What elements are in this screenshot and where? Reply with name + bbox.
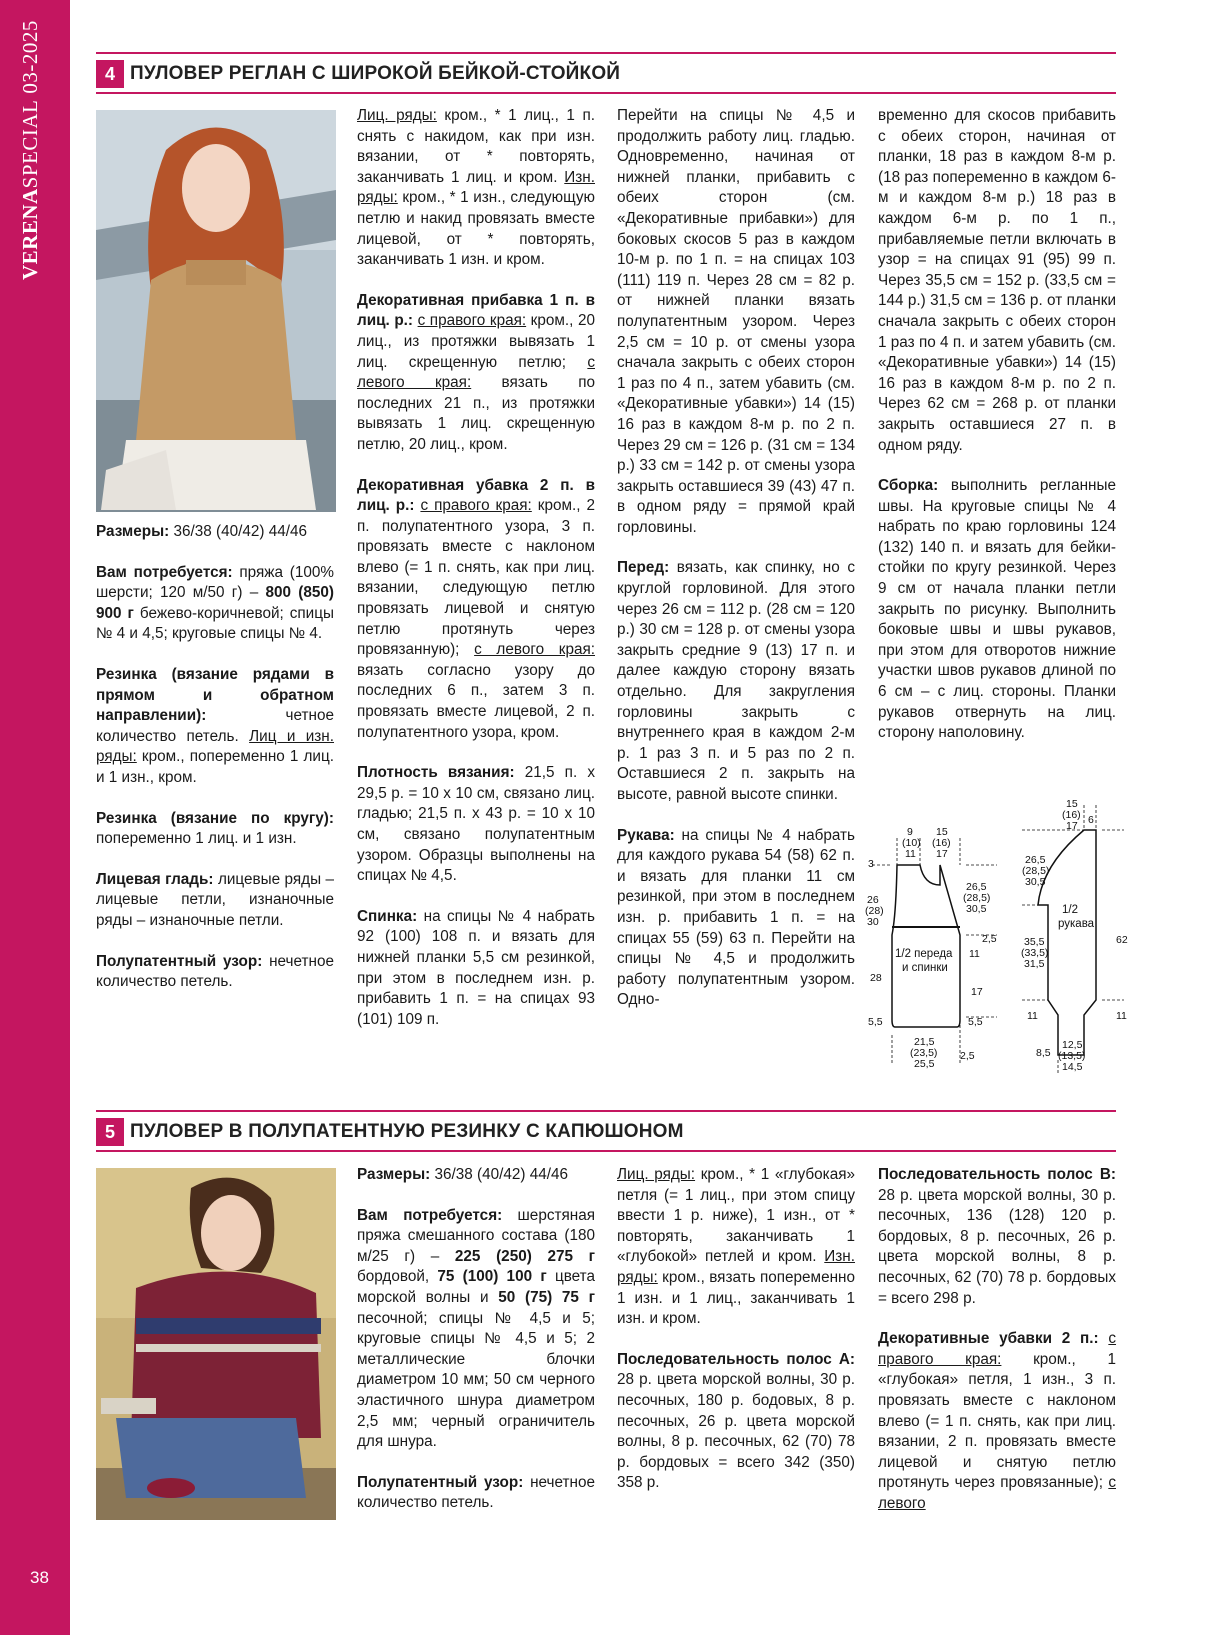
sidebar-band	[0, 0, 70, 1635]
dim-neck-depth: 3	[868, 858, 874, 870]
pattern-rows-paragraph	[357, 106, 595, 271]
pattern-schematic	[862, 795, 1132, 1080]
rib-rows-label: Резинка (вязание рядами в прямом и обратном направлении):	[96, 665, 334, 725]
sleeves-text: на спицы № 4 набрать для каждого рукава 54 (58) 62 п. и вязать для планки 11 см резинкой, при этом в последнем изн. р. прибавить 1 п. = на спицах 55 (59) 63 п. Перейти на спицы № 4,5 и продолжить работу полупатентным узором. Одно-	[617, 826, 855, 1009]
dim-lower-side: 17	[971, 986, 983, 998]
front-label: Перед:	[617, 559, 670, 577]
dim-hem-left: 5,5	[868, 1016, 883, 1028]
sleeve-top-cap: 6	[1088, 814, 1094, 826]
rib-rows-paragraph	[96, 665, 334, 789]
back-text: на спицы № 4 набрать 92 (100) 108 п. и вязать для нижней планки 5,5 см резинкой, при этом в последнем изн. р. прибавить 1 п. = на спицах 93 (101) 109 п.	[357, 907, 595, 1028]
body-label: 1/2 переда	[895, 948, 953, 960]
front-paragraph	[617, 558, 855, 805]
s4-column-3	[617, 106, 855, 1031]
sleeve-cuff-width: 8,5	[1036, 1047, 1051, 1059]
decrease-text: кром., 2 п. полупатентного узора, 3 п. провязать вместе с наклоном влево (= 1 п. снять, как при лиц. вязании, следующую петлю провязать лицевой и снятую петлю протянуть через провязанную);	[357, 497, 596, 659]
increase-text: кром., 20 лиц., из протяжки вывязать 1 лиц. скрещенную петлю;	[357, 312, 595, 371]
gauge-text: 21,5 п. х 29,5 р. = 10 х 10 см, связано лиц. гладью; 21,5 п. х 43 р. = 10 х 10 см, связано полупатентным узором. Образцы выполнены на спицах № 4,5.	[357, 764, 595, 885]
half-fisherman-paragraph	[96, 952, 334, 993]
rib-rows-text-2: кром., попеременно 1 лиц. и 1 изн., кром.	[96, 748, 334, 786]
dim-hem-right: 5,5	[968, 1016, 983, 1028]
back-label: Спинка:	[357, 907, 418, 925]
section-4-header	[96, 60, 620, 88]
half-fisherman-text: нечетное количество петель.	[96, 952, 334, 991]
increase-text-2: вязать по последних 21 п., из протяжки вывязать 1 лиц. скрещенную петлю, 20 лиц., кром.	[357, 374, 595, 453]
materials-text-3: цвета морской волны и	[357, 1268, 595, 1306]
half-fisherman-label: Полупатентный узор:	[96, 952, 263, 970]
section-5-header-rule	[96, 1150, 1116, 1152]
dim-shoulder: 15	[936, 826, 948, 838]
brand-name: VERENA	[18, 188, 42, 280]
sleeve-cuff-right: 11	[1116, 1010, 1127, 1022]
left-edge-label: с левого	[878, 1474, 1116, 1512]
stockinette-paragraph	[96, 870, 334, 932]
gauge-paragraph	[357, 763, 595, 887]
stripe-sequence-b-label: Последовательность полос В:	[878, 1166, 1116, 1183]
sleeve-top-width-l: 17	[1066, 820, 1078, 832]
page-number: 38	[30, 1568, 49, 1587]
decorative-increase-paragraph	[357, 291, 595, 456]
s4-column-2	[357, 106, 595, 1050]
sleeves-label: Рукава:	[617, 826, 675, 844]
materials-text: пряжа (100% шерсти; 120 м/50 г) –	[96, 563, 334, 602]
decorative-decrease-label: Декоративные убавки 2 п.:	[878, 1330, 1099, 1348]
section-number: 5	[96, 1118, 124, 1146]
sleeves-continued-paragraph: временно для скосов прибавить с обеих сторон, начиная от планки, 18 раз в каждом 8-м р. (18 раз попеременно в каждом 6-м и каждом 8-м р.) 18 раз в каждом 6-м р. по 1 п., прибавляемые петли включать в узор = на спицах 91 (95) 99 п. Через 35,5 см = 152 р. (33,5 см = 144 р.) 31,5 см = 136 р. от планки сначала закрыть с обеих сторон 1 раз по 4 п. и затем убавить (см. «Декоративные убавки») 14 (15) 16 раз в каждом 8-м р. по 2 п. Через 62 см = 268 р. от планки закрыть оставшиеся 27 п. в одном ряду.	[878, 107, 1116, 454]
section-number: 4	[96, 60, 124, 88]
dim-neck-width-m: (10)	[902, 837, 921, 849]
sleeve-top-width: 15	[1066, 798, 1078, 810]
sleeve-cuff-left: 11	[1027, 1010, 1038, 1022]
right-edge-label: с правого края:	[878, 1330, 1117, 1368]
dim-bottom-width: 21,5	[914, 1036, 935, 1048]
section-title: ПУЛОВЕР В ПОЛУПАТЕНТНУЮ РЕЗИНКУ С КАПЮШОНОМ	[130, 1121, 684, 1142]
section-5-header	[96, 1118, 684, 1146]
gauge-label: Плотность вязания:	[357, 764, 515, 782]
body-piece-outline	[892, 865, 960, 1027]
stripe-sequence-b-text: 28 р. цвета морской волны, 30 р. песочных, 136 (128) 120 р. бордовых, 8 р. песочных, 26 р. цвета морской волны, 8 р. песочных, 62 (70) 78 р. бордовых = всего 298 р.	[878, 1186, 1116, 1307]
dim-upper-side: 11	[969, 948, 980, 960]
sleeve-label-2: рукава	[1058, 918, 1095, 930]
back-continued-paragraph: Перейти на спицы № 4,5 и продолжить работу лиц. гладью. Одновременно, начиная от нижней планки, прибавить с обеих сторон (см. «Декоративные прибавки») для боковых скосов 5 раз в каждом 10-м р. по 1 п. = на спицах 103 (111) 119 п. Через 28 см = 82 р. от нижней планки вязать полупатентным узором. Через 2,5 см = 10 р. от смены узора сначала закрыть с обеих сторон 1 раз по 4 п., затем убавить (см. «Декоративные убавки») 14 (15) 16 раз в каждом 8-м р. по 2 п. Через 29 см = 126 р. (31 см = 134 р.) 33 см = 142 р. от смены узора закрыть оставшиеся 39 (43) 47 п. в одном ряду = прямой край горловины.	[617, 107, 855, 536]
s5-column-4	[878, 1165, 1116, 1535]
ws-rows-text: кром., вязать попеременно 1 изн. и 1 лиц., заканчивать 1 изн. и кром.	[617, 1268, 855, 1328]
decorative-increase-label: Декоративная прибавка 1 п. в лиц. р.:	[357, 291, 595, 330]
dim-shoulder-m: (16)	[932, 837, 951, 849]
materials-text: шерстяная пряжа смешанного состава (180 м/25 г) –	[357, 1206, 596, 1265]
sleeve-piece-outline	[1038, 830, 1096, 1055]
s4-column-4	[878, 106, 1116, 764]
dim-bind-off: 2,5	[982, 933, 997, 945]
left-edge-label: с левого края:	[357, 353, 595, 392]
dim-raglan: 26,5	[966, 881, 987, 893]
sleeves-paragraph	[617, 826, 855, 1011]
materials-text-2: бежево-коричневой; спицы № 4 и 4,5; круговые спицы № 4.	[96, 604, 334, 643]
assembly-text: выполнить регланные швы. На круговые спицы № 4 набрать по краю горловины 124 (132) 140 п. и вязать для бейки-стойки по кругу резинкой. Через 9 см от начала планки петли закрыть по рисунку. Выполнить боковые швы и швы рукавов, при этом для отворотов нижние участки швов рукавов длиной по 6 см – с лиц. стороны. Планки рукавов отвернуть на лиц. сторону наполовину.	[878, 477, 1116, 742]
sizes-value: 36/38 (40/42) 44/46	[430, 1166, 569, 1183]
half-fisherman-label: Полупатентный узор:	[357, 1473, 524, 1491]
section-title: ПУЛОВЕР РЕГЛАН С ШИРОКОЙ БЕЙКОЙ-СТОЙКОЙ	[130, 63, 621, 84]
section-header-rule	[96, 92, 1116, 94]
rs-rows-text: кром., * 1 лиц., 1 п. снять с накидом, как при изн. вязании, от * повторять, заканчивать 1 лиц. и кром.	[357, 107, 595, 186]
yarn-amount-sand: 50 (75) 75 г	[498, 1288, 595, 1306]
sleeve-length: 35,5	[1024, 936, 1045, 948]
body-label-2: и спинки	[902, 962, 948, 974]
sleeve-bottom-width-l: 14,5	[1062, 1061, 1083, 1073]
sizes-label: Размеры:	[357, 1166, 431, 1183]
sleeve-bottom-width: 12,5	[1062, 1039, 1083, 1051]
rib-round-text: попеременно 1 лиц. и 1 изн.	[96, 830, 297, 848]
rs-rows-label: Лиц. ряды:	[357, 107, 437, 124]
section-top-rule	[96, 52, 1116, 54]
left-edge-label: с левого края:	[474, 641, 595, 659]
dim-neck-width: 9	[907, 826, 913, 838]
dim-bottom-width-l: 25,5	[914, 1058, 935, 1070]
sizes-paragraph	[96, 522, 334, 543]
issue-number: 03-2025	[18, 20, 42, 94]
stripe-sequence-a-label: Последовательность полос А:	[617, 1350, 855, 1368]
sleeve-top-width-m: (16)	[1062, 809, 1081, 821]
dim-body-length: 28	[870, 972, 882, 984]
ws-rows-label: Изн. ряды:	[357, 168, 595, 207]
rib-rows-underlined: Лиц и изн. ряды:	[96, 727, 334, 766]
sleeve-label: 1/2	[1062, 904, 1078, 916]
materials-paragraph	[96, 563, 334, 645]
sleeve-raglan-l: 30,5	[1025, 876, 1046, 888]
dim-armhole-m: (28)	[865, 905, 884, 917]
stripe-sequence-b-paragraph	[878, 1165, 1116, 1309]
sleeve-total-length: 62	[1116, 934, 1128, 946]
half-fisherman-text: нечетное количество петель.	[357, 1473, 595, 1512]
s5-column-3	[617, 1165, 855, 1514]
sleeve-bottom-width-m: (13,5)	[1058, 1050, 1086, 1062]
materials-text-2: бордовой,	[357, 1268, 438, 1286]
sizes-paragraph	[357, 1165, 595, 1186]
right-edge-label: с правого края:	[417, 312, 527, 330]
decrease-text: кром., 1 «глубокая» петля, 1 изн., 3 п. провязать вместе с наклоном влево (= 1 п. снять, как при лиц. вязании, 2 п. провязать вместе лицевой и снятую петлю протянуть через провязанные);	[878, 1350, 1116, 1492]
yarn-amount-teal: 75 (100) 100 г	[437, 1268, 547, 1286]
decrease-text-2: вязать согласно узору до последних 6 п., затем 3 п. провязать вместе лицевой, 2 п. полупатентного узора, кром.	[357, 661, 595, 741]
stockinette-label: Лицевая гладь:	[96, 870, 214, 888]
s5-column-2	[357, 1165, 595, 1534]
rs-rows-label: Лиц. ряды:	[617, 1166, 696, 1183]
materials-label: Вам потребуется:	[96, 563, 233, 581]
materials-text-4: песочной; спицы № 4,5 и 5; круговые спицы № 4,5 и 5; 2 металлические блочки диаметром 10 мм; 50 см черного эластичного шнура диаметром 2,5 мм; черный ограничитель для шнура.	[357, 1309, 595, 1451]
decorative-decrease-paragraph	[878, 1329, 1116, 1514]
dim-neck-width-l: 11	[905, 848, 916, 860]
right-edge-label: с правого края:	[420, 497, 532, 515]
pattern-rows-paragraph	[617, 1165, 855, 1330]
assembly-label: Сборка:	[878, 477, 939, 495]
stockinette-text: лицевые ряды – лицевые петли, изнаночные ряды – изнаночные петли.	[96, 870, 335, 929]
dim-bottom-width-m: (23,5)	[910, 1047, 938, 1059]
sleeve-length-m: (33,5)	[1021, 947, 1049, 959]
materials-paragraph	[357, 1206, 595, 1453]
dim-armhole-l: 30	[867, 916, 879, 928]
sleeve-raglan: 26,5	[1025, 854, 1046, 866]
dim-side-shaping: 2,5	[960, 1050, 975, 1062]
magazine-brand	[18, 20, 43, 280]
assembly-paragraph	[878, 476, 1116, 744]
sizes-label: Размеры:	[96, 523, 170, 540]
brand-special: SPECIAL	[18, 99, 42, 189]
ws-rows-label: Изн. ряды:	[617, 1248, 855, 1286]
decorative-decrease-paragraph	[357, 476, 595, 744]
ws-rows-text: кром., * 1 изн., следующую петлю и накид провязать вместе лицевой, от * повторять, заканчивать 1 изн. и кром.	[357, 189, 595, 269]
dim-armhole: 26	[867, 894, 879, 906]
rib-round-paragraph	[96, 809, 334, 850]
dim-raglan-m: (28,5)	[963, 892, 991, 904]
sleeve-length-l: 31,5	[1024, 958, 1045, 970]
rib-round-label: Резинка (вязание по кругу):	[96, 809, 334, 827]
yarn-amount: 800 (850) 900 г	[96, 584, 334, 622]
half-fisherman-paragraph	[357, 1473, 595, 1514]
stripe-sequence-a-text: 28 р. цвета морской волны, 30 р. песочных, 180 р. бодовых, 8 р. песочных, 26 р. цвета морской волны, 8 р. песочных, 62 (70) 78 р. бордовых = всего 342 (350) 358 р.	[617, 1371, 855, 1492]
s4-column-1	[96, 522, 334, 1013]
materials-label: Вам потребуется:	[357, 1206, 503, 1224]
decorative-decrease-label: Декоративная убавка 2 п. в лиц. р.:	[357, 476, 595, 515]
yarn-amount-burgundy: 225 (250) 275 г	[454, 1247, 595, 1265]
product-photo-raglan-sweater	[96, 110, 336, 512]
sizes-value: 36/38 (40/42) 44/46	[169, 523, 308, 540]
dim-raglan-l: 30,5	[966, 903, 987, 915]
back-paragraph	[357, 907, 595, 1031]
rs-rows-text: кром., * 1 «глубокая» петля (= 1 лиц., при этом спицу ввести 1 р. ниже), 1 изн., от * повторять, заканчивать 1 «глубокой» петлей и кром.	[617, 1166, 856, 1266]
product-photo-hooded-sweater	[96, 1168, 336, 1520]
sleeve-raglan-m: (28,5)	[1022, 865, 1050, 877]
section-5-top-rule	[96, 1110, 1116, 1112]
dim-shoulder-l: 17	[936, 848, 948, 860]
rib-rows-text: четное количество петель.	[96, 707, 334, 745]
stripe-sequence-a-paragraph	[617, 1350, 855, 1494]
front-text: вязать, как спинку, но с круглой горловиной. Для этого через 26 см = 112 р. (28 см = 120 р.) 30 см = 128 р. от смены узора закрыть средние 9 (13) 17 п. и далее каждую сторону вязать отдельно. Для закругления горловины закрыть с внутреннего края в каждом 2-м р. 1 раз 3 п. и 5 раз по 2 п. Оставшиеся 2 п. закрыть на высоте, равной высоте спинки.	[617, 559, 855, 803]
